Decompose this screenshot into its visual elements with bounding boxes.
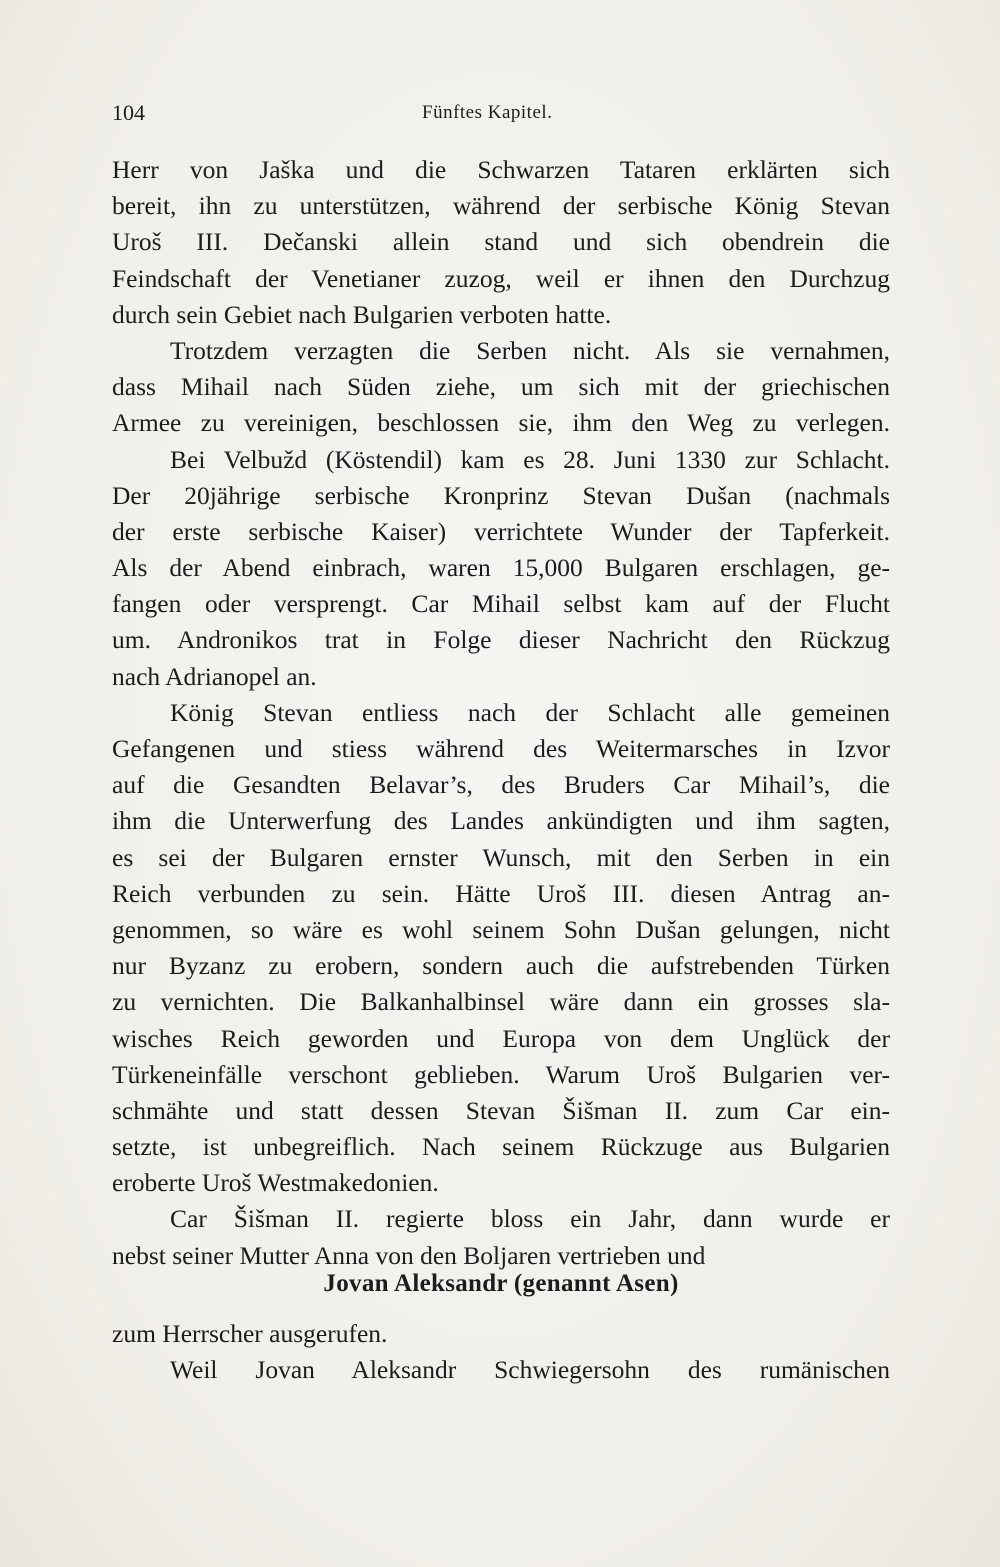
text-line: wisches Reich geworden und Europa von dem Unglück der	[112, 1023, 890, 1053]
text-line: nebst seiner Mutter Anna von den Boljaren vertrieben und	[112, 1240, 706, 1270]
text-line: nach Adrianopel an.	[112, 661, 317, 691]
text-line: Uroš III. Dečanski allein stand und sich obendrein die	[112, 227, 890, 257]
text-line: nur Byzanz zu erobern, sondern auch die aufstrebenden Türken	[112, 951, 890, 981]
text-line: Gefangenen und stiess während des Weitermarsches in Izvor	[112, 734, 890, 763]
text-line: Türkeneinfälle verschont geblieben. Warum Uroš Bulgarien ver-	[112, 1059, 890, 1089]
text-line: Der 20jährige serbische Kronprinz Stevan Dušan (nachmals	[112, 480, 890, 510]
text-line: Herr von Jaška und die Schwarzen Tataren erklärten sich	[112, 155, 890, 184]
section-heading: Jovan Aleksandr (genannt Asen)	[323, 1270, 679, 1297]
text-line: Feindschaft der Venetianer zuzog, weil er ihnen den Durchzug	[112, 263, 890, 293]
text-line: Als der Abend einbrach, waren 15,000 Bulgaren erschlagen, ge-	[112, 553, 890, 583]
text-line: bereit, ihn zu unterstützen, während der serbische König Stevan	[112, 191, 890, 221]
page-number: 104	[112, 100, 145, 125]
text-line: dass Mihail nach Süden ziehe, um sich mit der griechischen	[112, 372, 890, 402]
text-line: eroberte Uroš Westmakedonien.	[112, 1168, 439, 1198]
text-line: Weil Jovan Aleksandr Schwiegersohn des rumänischen	[170, 1355, 890, 1385]
text-line: setzte, ist unbegreiflich. Nach seinem Rückzuge aus Bulgarien	[112, 1132, 890, 1162]
page-header	[112, 100, 890, 130]
text-line: Armee zu vereinigen, beschlossen sie, ihm den Weg zu verlegen.	[112, 408, 890, 438]
text-line: zu vernichten. Die Balkanhalbinsel wäre dann ein grosses sla-	[112, 987, 890, 1017]
running-head: Fünftes Kapitel.	[422, 102, 553, 123]
text-line: Reich verbunden zu sein. Hätte Uroš III. diesen Antrag an-	[112, 878, 890, 908]
text-line: schmähte und statt dessen Stevan Šišman II. zum Car ein-	[112, 1095, 890, 1125]
text-line: durch sein Gebiet nach Bulgarien verboten hatte.	[112, 299, 612, 329]
text-line: es sei der Bulgaren ernster Wunsch, mit den Serben in ein	[112, 842, 890, 872]
text-line: genommen, so wäre es wohl seinem Sohn Dušan gelungen, nicht	[112, 914, 890, 944]
text-line: Trotzdem verzagten die Serben nicht. Als sie vernahmen,	[170, 335, 890, 365]
body-text-continued	[112, 1316, 890, 1388]
text-line: der erste serbische Kaiser) verrichtete Wunder der Tapferkeit.	[112, 516, 890, 546]
text-line: Car Šišman II. regierte bloss ein Jahr, dann wurde er	[170, 1204, 890, 1234]
text-line: um. Andronikos trat in Folge dieser Nachricht den Rückzug	[112, 625, 890, 655]
text-line: auf die Gesandten Belavar’s, des Bruders Car Mihail’s, die	[112, 770, 890, 800]
text-line: Bei Velbužd (Köstendil) kam es 28. Juni 1330 zur Schlacht.	[170, 444, 890, 474]
text-line: fangen oder versprengt. Car Mihail selbst kam auf der Flucht	[112, 589, 890, 619]
text-line: König Stevan entliess nach der Schlacht alle gemeinen	[170, 697, 890, 727]
text-line: zum Herrscher ausgerufen.	[112, 1319, 388, 1348]
body-text	[112, 152, 890, 1274]
text-line: ihm die Unterwerfung des Landes ankündigten und ihm sagten,	[112, 806, 890, 836]
